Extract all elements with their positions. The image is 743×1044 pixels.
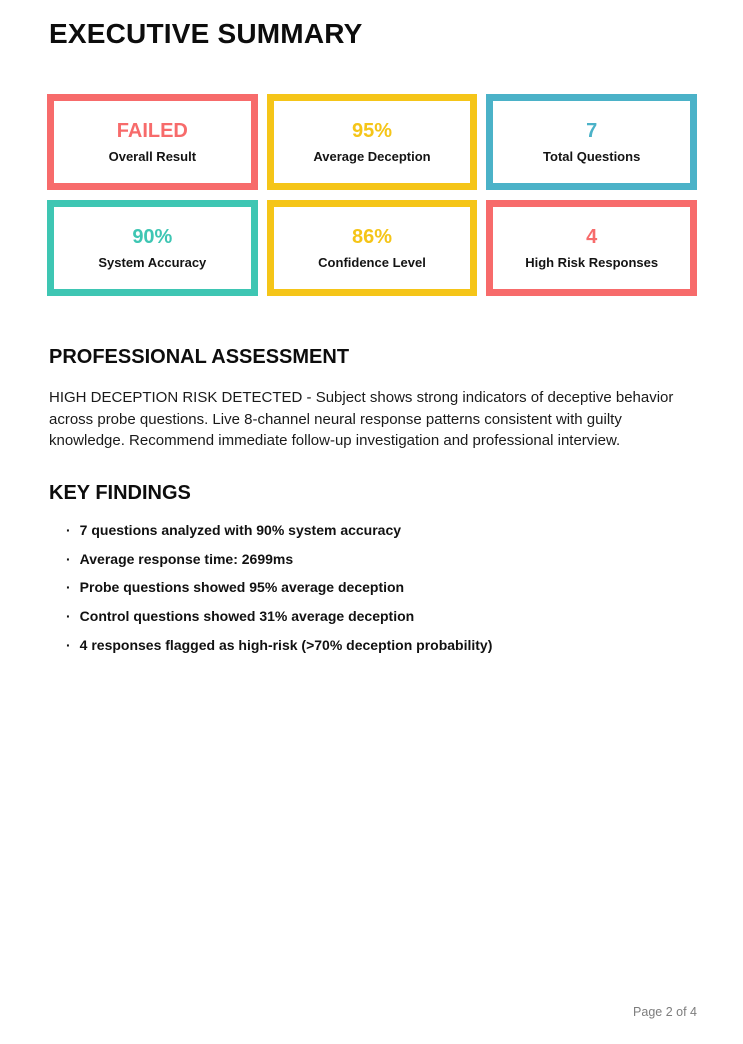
finding-item (66, 552, 686, 567)
finding-text: 4 responses flagged as high-risk (>70% deception probability) (79, 636, 493, 653)
page-number: Page 2 of 4 (633, 1005, 697, 1019)
finding-item (66, 609, 686, 624)
bullet-icon: · (66, 608, 71, 625)
stat-value: 90% (132, 226, 173, 248)
assessment-paragraph: HIGH DECEPTION RISK DETECTED - Subject shows strong indicators of deceptive behavior across probe questions. Live 8-channel neural response patterns consistent with guilty knowledge. Recommend immediate follow-up investigation and professional interview. (49, 389, 674, 449)
stat-card-system-accuracy (47, 200, 258, 296)
stat-label: System Accuracy (98, 255, 207, 270)
bullet-icon: · (66, 522, 71, 538)
stat-label: High Risk Responses (525, 255, 659, 270)
stat-card-total-questions (486, 94, 697, 190)
finding-text: Control questions showed 31% average deception (79, 608, 415, 625)
bullet-icon: · (66, 579, 71, 596)
stat-value: 4 (586, 226, 598, 248)
finding-item (66, 523, 686, 538)
stat-card-high-risk-responses (486, 200, 697, 296)
stat-label: Average Deception (313, 149, 431, 164)
finding-item (66, 638, 686, 653)
section-heading-key-findings: KEY FINDINGS (49, 482, 191, 504)
finding-text: Probe questions showed 95% average deception (79, 579, 405, 596)
summary-cards-grid (47, 94, 697, 296)
stat-value: 86% (351, 226, 392, 248)
stat-card-average-deception (267, 94, 478, 190)
finding-text: Average response time: 2699ms (79, 550, 294, 567)
stat-value: 7 (586, 120, 598, 142)
findings-list (66, 523, 686, 666)
section-heading-professional-assessment: PROFESSIONAL ASSESSMENT (49, 346, 350, 368)
stat-label: Confidence Level (318, 255, 426, 270)
stat-value: 95% (351, 120, 392, 142)
stat-card-overall-result (47, 94, 258, 190)
stat-label: Total Questions (543, 149, 641, 164)
stat-value: FAILED (116, 120, 188, 142)
stat-label: Overall Result (108, 149, 197, 164)
bullet-icon: · (66, 550, 71, 567)
bullet-icon: · (66, 636, 71, 653)
stat-card-confidence-level (267, 200, 478, 296)
finding-item (66, 580, 686, 595)
page-title: EXECUTIVE SUMMARY (49, 18, 363, 49)
finding-text: 7 questions analyzed with 90% system accuracy (79, 522, 402, 538)
